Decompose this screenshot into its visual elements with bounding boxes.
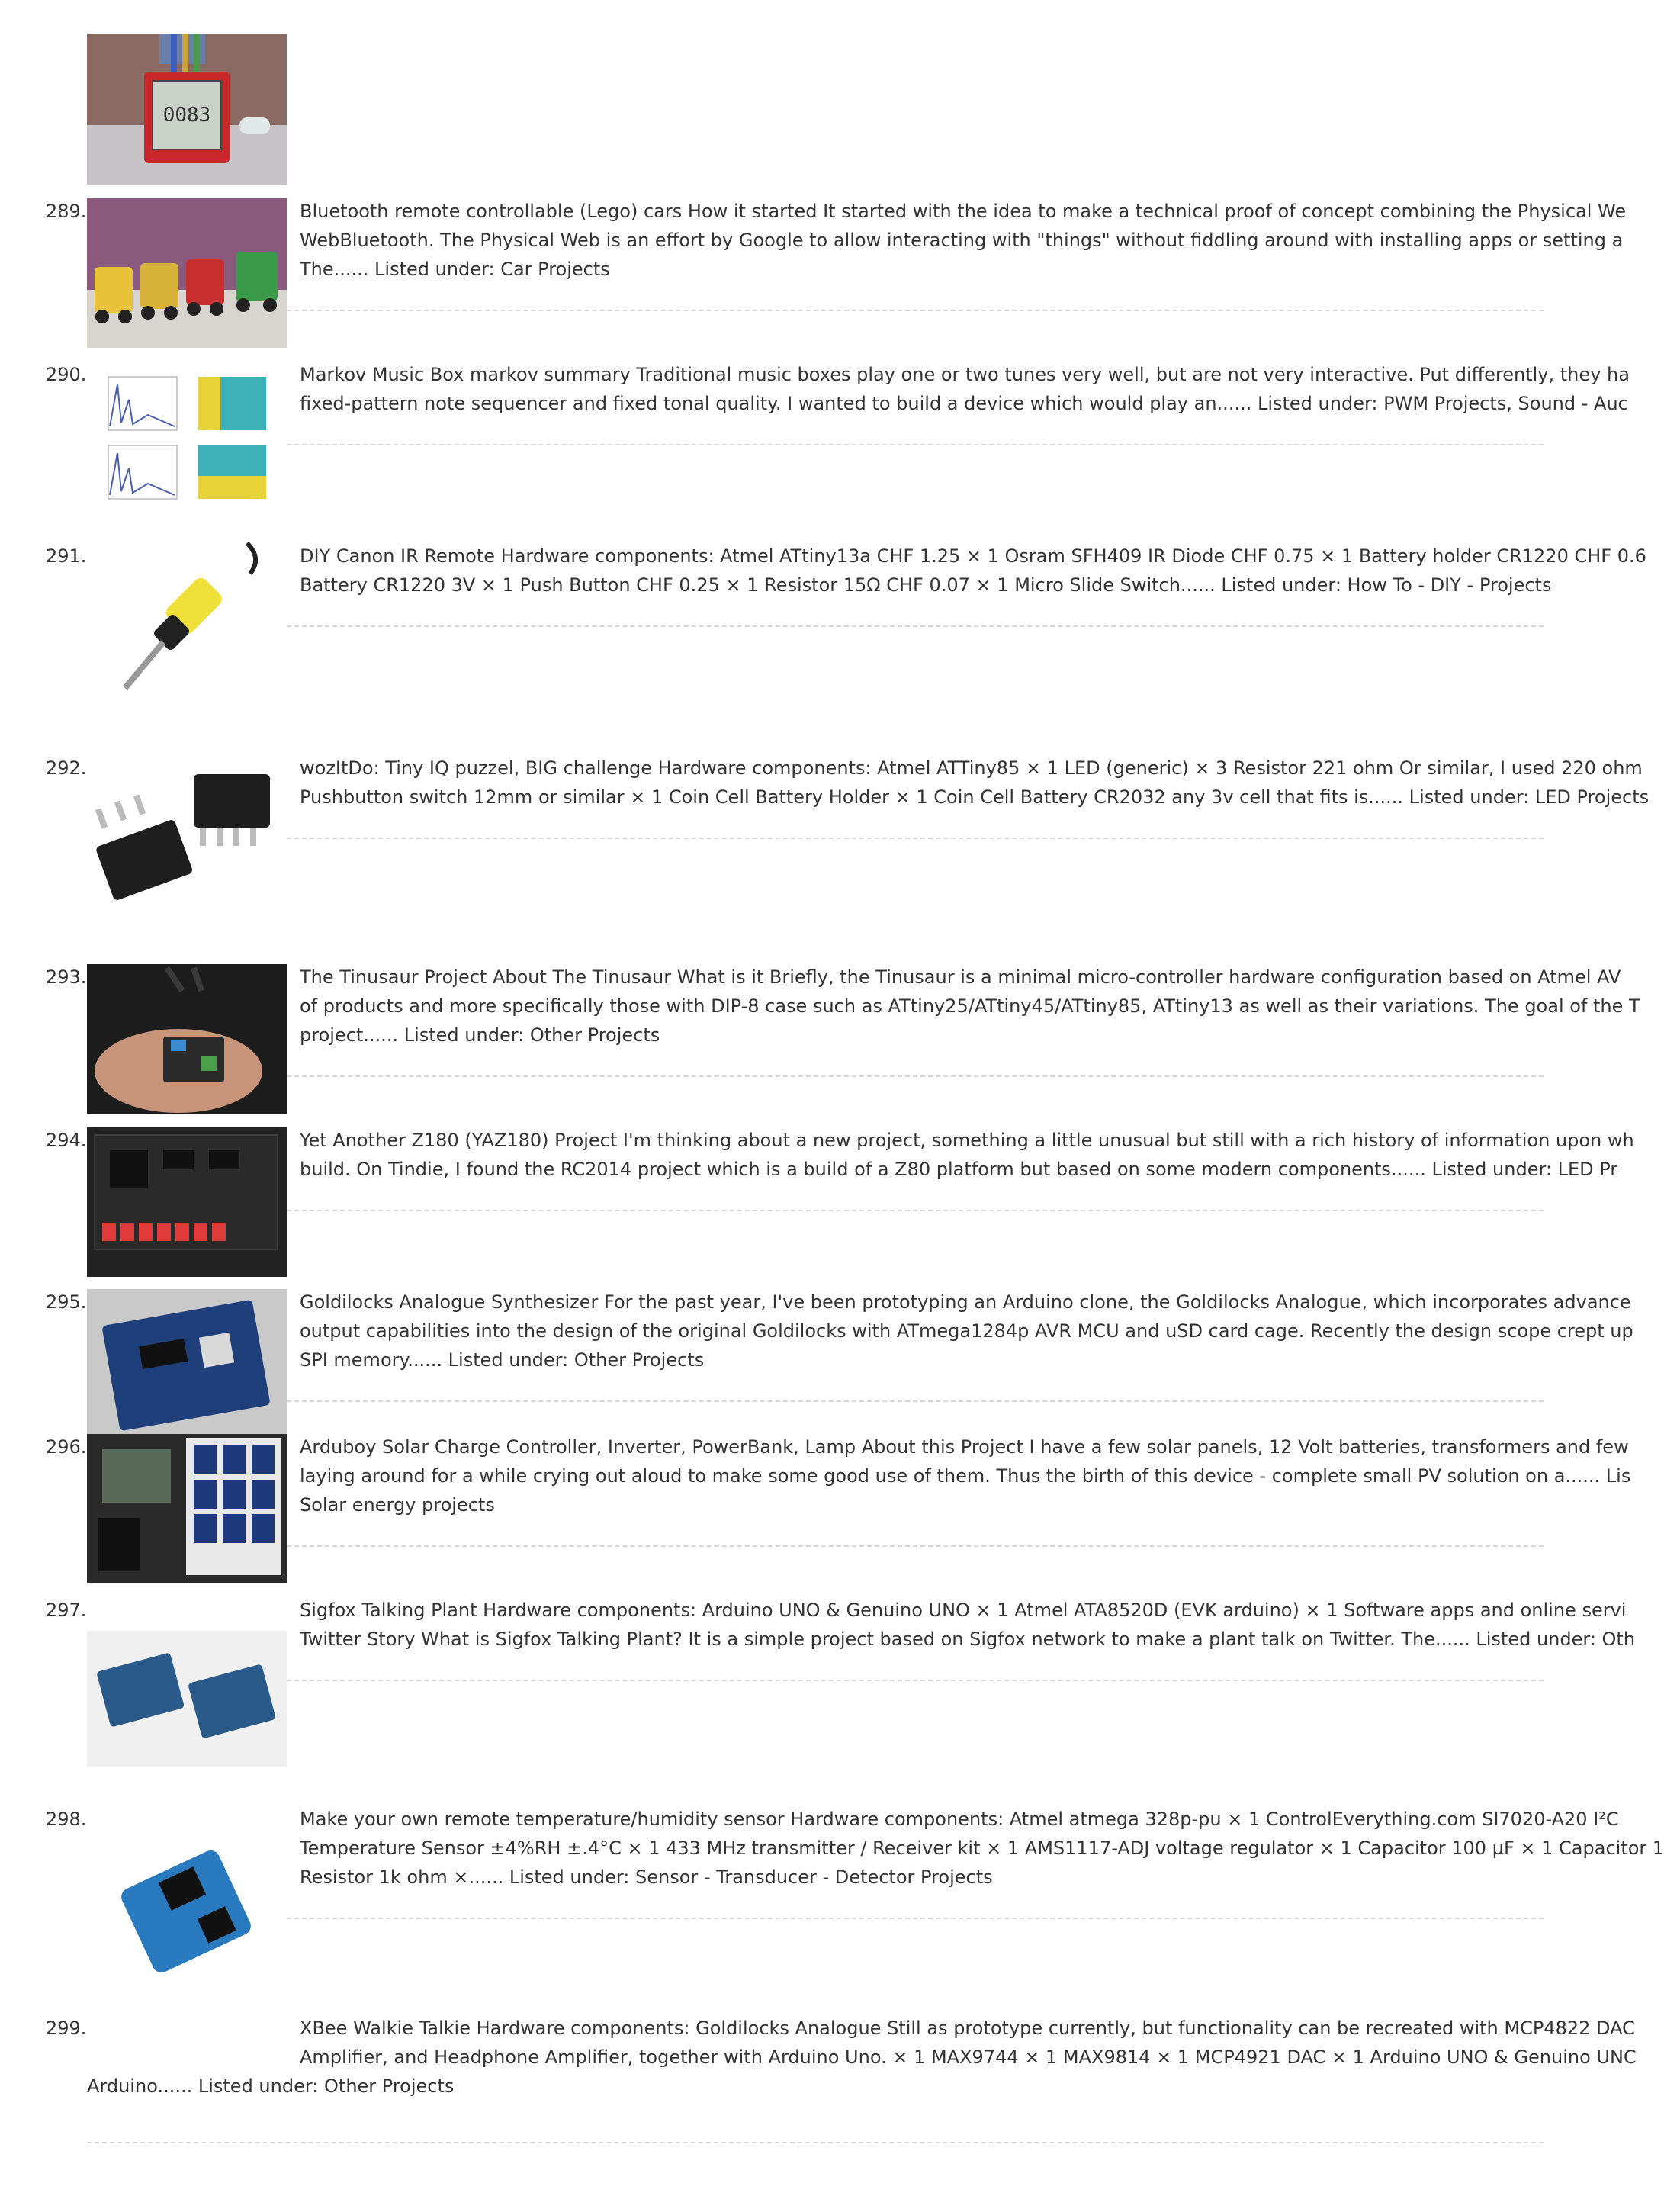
divider <box>287 625 1544 627</box>
item-number: 296. <box>46 1436 87 1458</box>
ir-remote-thumbnail[interactable] <box>87 543 287 693</box>
solar-controller-thumbnail[interactable] <box>87 1434 287 1583</box>
divider <box>287 444 1544 445</box>
item-description[interactable]: Arduboy Solar Charge Controller, Inverter, PowerBank, Lamp About this Project I have a few solar panels, 12 Volt batteries, transformers and few laying around for a while crying out aloud to make some good use of them. Thus the birth of this device - complete small PV solution on a...... Lis Solar energy projects <box>300 1436 1631 1516</box>
arduino-boards-thumbnail[interactable] <box>87 1631 287 1767</box>
divider <box>287 1918 1544 1919</box>
svg-text:0083: 0083 <box>162 104 211 127</box>
z180-board-thumbnail[interactable] <box>87 1127 287 1277</box>
markov-spectrogram-thumbnail[interactable] <box>87 362 287 511</box>
temperature-sensor-thumbnail[interactable] <box>87 1828 287 2008</box>
item-description[interactable]: Bluetooth remote controllable (Lego) cars How it started It started with the idea to make a technical proof of concept combining the Physical We WebBluetooth. The Physical Web is an effort by Google to allow interacting with "things" without fiddling around with installing apps or setting a The...... Listed under: Car Projects <box>300 201 1627 280</box>
divider <box>287 1400 1544 1402</box>
lego-cars-thumbnail[interactable] <box>87 198 287 348</box>
item-description[interactable]: XBee Walkie Talkie Hardware components: Goldilocks Analogue Still as prototype currently, but functionality can be recreated with MCP4822 DAC Amplifier, and Headphone Amplifier, together with Arduino Uno. × 1 MAX9744 × 1 MAX9814 × 1 MCP4921 DAC × 1 Arduino UNO & Genuino UNC Arduino...... Listed under: Other Projects <box>87 2017 1637 2097</box>
item-number: 289. <box>46 201 87 222</box>
divider <box>287 838 1544 839</box>
item-description[interactable]: The Tinusaur Project About The Tinusaur What is it Briefly, the Tinusaur is a minimal micro-controller hardware configuration based on Atmel AV of products and more specifically those with DIP-8 case such as ATtiny25/ATtiny45/ATtiny85, ATtiny13 as well as their variations. The goal of the T project...... Listed under: Other Projects <box>300 966 1640 1046</box>
goldilocks-board-thumbnail[interactable] <box>87 1289 287 1439</box>
divider <box>287 1210 1544 1211</box>
item-number: 299. <box>46 2017 87 2039</box>
item-number: 294. <box>46 1130 87 1151</box>
item-description[interactable]: Sigfox Talking Plant Hardware components: Arduino UNO & Genuino UNO × 1 Atmel ATA8520D (EVK arduino) × 1 Software apps and online servi Twitter Story What is Sigfox Talking Plant? It is a simple project based on Sigfox network to make a plant talk on Twitter. The...... Listed under: Oth <box>300 1600 1636 1650</box>
item-number: 295. <box>46 1291 87 1313</box>
divider <box>287 1075 1544 1077</box>
tinusaur-board-thumbnail[interactable] <box>87 964 287 1114</box>
item-description[interactable]: Goldilocks Analogue Synthesizer For the past year, I've been prototyping an Arduino clone, the Goldilocks Analogue, which incorporates advance output capabilities into the design of the original Goldilocks with ATmega1284p AVR MCU and uSD card cage. Recently the design scope crept up SPI memory...... Listed under: Other Projects <box>300 1291 1633 1371</box>
item-description[interactable]: wozItDo: Tiny IQ puzzel, BIG challenge Hardware components: Atmel ATTiny85 × 1 LED (generic) × 3 Resistor 221 ohm Or similar, I used 220 ohm Pushbutton switch 12mm or similar × 1 Coin Cell Battery Holder × 1 Coin Cell Battery CR2032 any 3v cell that fits is...... Listed under: LED Projects <box>300 757 1650 808</box>
item-number: 297. <box>46 1600 87 1621</box>
divider <box>287 310 1544 311</box>
divider <box>287 1545 1544 1547</box>
item-number: 291. <box>46 545 87 567</box>
item-number: 293. <box>46 966 87 988</box>
item-number: 290. <box>46 364 87 385</box>
attiny-chips-thumbnail[interactable] <box>87 755 287 905</box>
item-description[interactable]: Yet Another Z180 (YAZ180) Project I'm thinking about a new project, something a little unusual but still with a rich history of information upon wh build. On Tindie, I found the RC2014 project which is a build of a Z80 platform but based on some modern components...... Listed under: LED Pr <box>300 1130 1634 1180</box>
divider <box>87 2142 1544 2143</box>
item-number: 298. <box>46 1809 87 1830</box>
item-number: 292. <box>46 757 87 779</box>
divider <box>287 1680 1544 1681</box>
item-description[interactable]: Make your own remote temperature/humidity sensor Hardware components: Atmel atmega 328p-pu × 1 ControlEverything.com SI7020-A20 I²C Temperature Sensor ±4%RH ±.4°C × 1 433 MHz transmitter / Receiver kit × 1 AMS1117-ADJ voltage regulator × 1 Capacitor 100 µF × 1 Capacitor 1 Resistor 1k ohm ×...... Listed under: Sensor - Transducer - Detector Projects <box>300 1809 1664 1888</box>
item-description[interactable]: Markov Music Box markov summary Traditional music boxes play one or two tunes very well, but are not very interactive. Put differently, they ha fixed-pattern note sequencer and fixed tonal quality. I wanted to build a device which would play an...... Listed under: PWM Projects, Sound - Auc <box>300 364 1630 414</box>
lcd-display-thumbnail[interactable] <box>87 34 287 185</box>
item-description[interactable]: DIY Canon IR Remote Hardware components: Atmel ATtiny13a CHF 1.25 × 1 Osram SFH409 IR Diode CHF 0.75 × 1 Battery holder CR1220 CHF 0.6 Battery CR1220 3V × 1 Push Button CHF 0.25 × 1 Resistor 15Ω CHF 0.07 × 1 Micro Slide Switch...... Listed under: How To - DIY - Projects <box>300 545 1646 596</box>
